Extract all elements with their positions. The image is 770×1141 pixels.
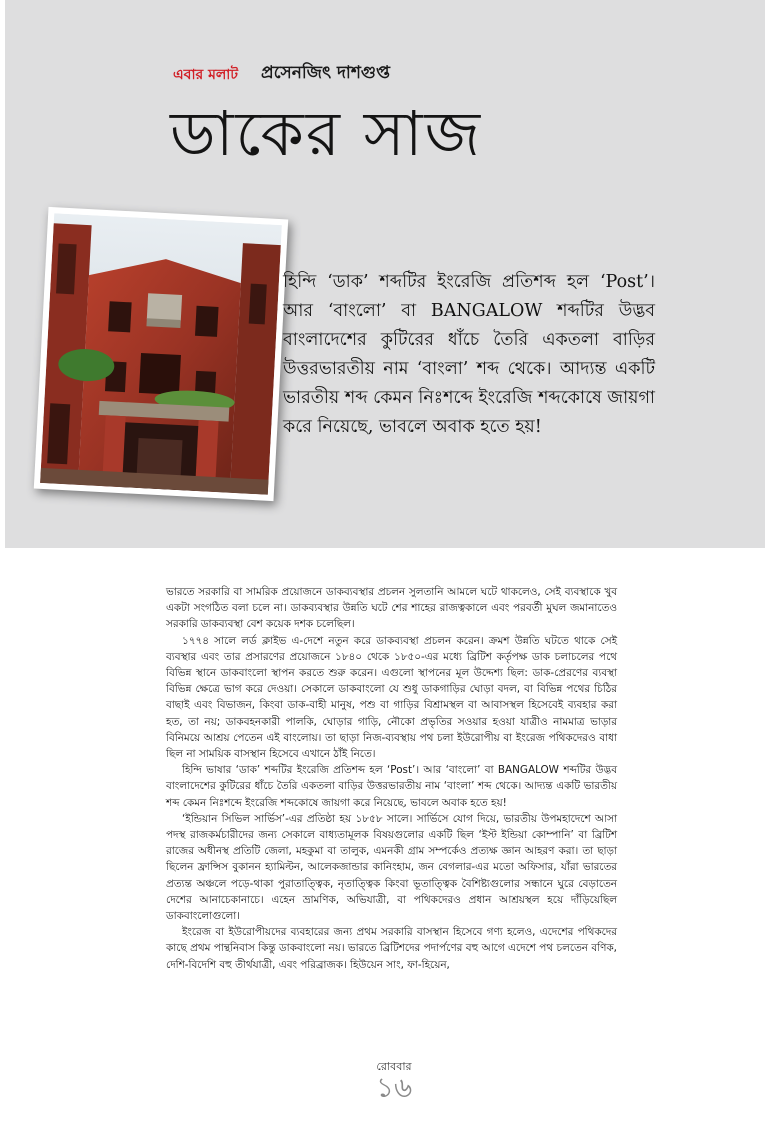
body-paragraph: ১৭৭৪ সালে লর্ড ক্লাইভ এ-দেশে নতুন করে ডাকব্যবস্থা প্রচলন করেন। ক্রমশ উন্নতি ঘটতে থাকে সেই ব্যবস্থার এবং তার প্রসারণের প্রয়োজনে ১৮৪০ থেকে ১৮৫০-এর মধ্যে ব্রিটিশ কর্তৃপক্ষ ডাক চলাচলের পথে বিভিন্ন স্থানে ডাকবাংলো স্থাপন করতে শুরু করেন। এগুলো স্থাপনের মূল উদ্দেশ্য ছিল: ডাক-প্রেরণের ব্যবস্থা বিভিন্ন ক্ষেত্রে ভাগ করে দেওয়া। সেকালে ডাকবাংলো যে শুধু ডাকগাড়ির ঘোড়া বদল, বা বিভিন্ন পথের চিঠির বাছাই এবং বিভাজন, কিংবা ডাক-বাহী মানুষ, পশু বা গাড়ির বিশ্রামস্থল বা আবাসস্থল হিসেবেই ব্যবহার করা হত, তা নয়; ডাকবহনকারী পালকি, ঘোড়ার গাড়ি, নৌকো প্রভৃতির সওয়ার হওয়া যাত্রীও নামমাত্র ভাড়ার বিনিময়ে আশ্রয় পেতেন এই বাংলোয়। তা ছাড়া নিজ-ব্যবস্থায় পথ চলা ইউরোপীয় বা ইংরেজ পথিকদেরও বাধা ছিল না সাময়িক বাসস্থান হিসেবে এখানে ঠাঁই নিতে। [166, 634, 617, 761]
section-kicker: এবার মলাট [173, 67, 238, 83]
page-number: ১৬ [375, 1071, 413, 1104]
magazine-name: রোববার [376, 1060, 412, 1073]
author-byline: প্রসেনজিৎ দাশগুপ্ত [261, 63, 390, 83]
body-paragraph: ইংরেজ বা ইউরোপীয়দের ব্যবহারের জন্য প্রথম সরকারি বাসস্থান হিসেবে গণ্য হলেও, এদেশের পথিকদের কাছে প্রথম পান্থনিবাস কিন্তু ডাকবাংলো নয়। ভারতে ব্রিটিশদের পদার্পণের বহু আগে এদেশে পথ চলতেন বণিক, দেশি-বিদেশি বহু তীর্থযাত্রী, এবং পরিব্রাজক। হিউয়েন সাং, ফা-হিয়েন, [166, 926, 617, 971]
feature-photo-frame [34, 207, 288, 501]
article-body [166, 584, 617, 973]
intro-blurb: হিন্দি ‘ডাক’ শব্দটির ইংরেজি প্রতিশব্দ হল ‘Post’। আর ‘বাংলো’ বা BANGALOW শব্দটির উদ্ভব বাংলাদেশের কুটিরের ধাঁচে তৈরি একতলা বাড়ির উত্তরভারতীয় নাম ‘বাংলা’ শব্দ থেকে। আদ্যন্ত একটি ভারতীয় শব্দ কেমন নিঃশব্দে ইংরেজি শব্দকোষে জায়গা করে নিয়েছে, ভাবলে অবাক হতে হয়! [283, 272, 655, 437]
body-paragraph: ‘ইন্ডিয়ান সিভিল সার্ভিস’-এর প্রতিষ্ঠা হয় ১৮৫৮ সালে। সার্ভিসে যোগ দিয়ে, ভারতীয় উপমহাদেশে আসা পদস্থ রাজকর্মচারীদের জন্য সেকালে বাধ্যতামূলক বিষয়গুলোর একটি ছিল ‘ইস্ট ইন্ডিয়া কোম্পানি’ বা ব্রিটিশ রাজের অধীনস্থ প্রতিটি জেলা, মহকুমা বা তালুক, এমনকী গ্রাম সম্পর্কেও প্রত্যক্ষ জ্ঞান আহরণ করা। তা ছাড়া ছিলেন ফ্রান্সিস বুকানন হ্যামিল্টন, আলেকজান্ডার কানিংহাম, জন বেগলার-এর মতো অফিসার, যাঁরা ভারতের প্রত্যন্ত অঞ্চলে পড়ে-থাকা পুরাতাত্ত্বিক, নৃতাত্ত্বিক কিংবা ভূতাত্ত্বিক বৈশিষ্ট্যগুলোর সন্ধানে ঘুরে বেড়াতেন দেশের আনাচেকানাচে। এহেন ভ্রামণিক, অভিযাত্রী, বা পথিকদেরও প্রধান আশ্রয়স্থল হয়ে দাঁড়িয়েছিল ডাকবাংলোগুলো। [166, 812, 617, 923]
body-paragraph: হিন্দি ভাষার ‘ডাক’ শব্দটির ইংরেজি প্রতিশব্দ হল ‘Post’। আর ‘বাংলো’ বা BANGALOW শব্দটির উদ্ভব বাংলাদেশের কুটিরের ধাঁচে তৈরি একতলা বাড়ির উত্তরভারতীয় নাম ‘বাংলা’ শব্দ থেকে। আদ্যন্ত একটি ভারতীয় শব্দ কেমন নিঃশব্দে ইংরেজি শব্দকোষে জায়গা করে নিয়েছে, ভাবলে অবাক হতে হয়! [166, 764, 617, 809]
article-title: ডাকের সাজ [170, 97, 483, 170]
body-paragraph: ভারতে সরকারি বা সামরিক প্রয়োজনে ডাকব্যবস্থার প্রচলন সুলতানি আমলে ঘটে থাকলেও, সেই ব্যবস্থাকে খুব একটা সংগঠিত বলা চলে না। ডাকব্যবস্থার উন্নতি ঘটে শের শাহের রাজত্বকালে এবং পরবর্তী মুঘল জমানাতেও সরকারি ডাকব্যবস্থা বেশ কয়েক দশক চলেছিল। [166, 586, 617, 631]
old-red-bungalow-ruin-icon [40, 213, 282, 495]
